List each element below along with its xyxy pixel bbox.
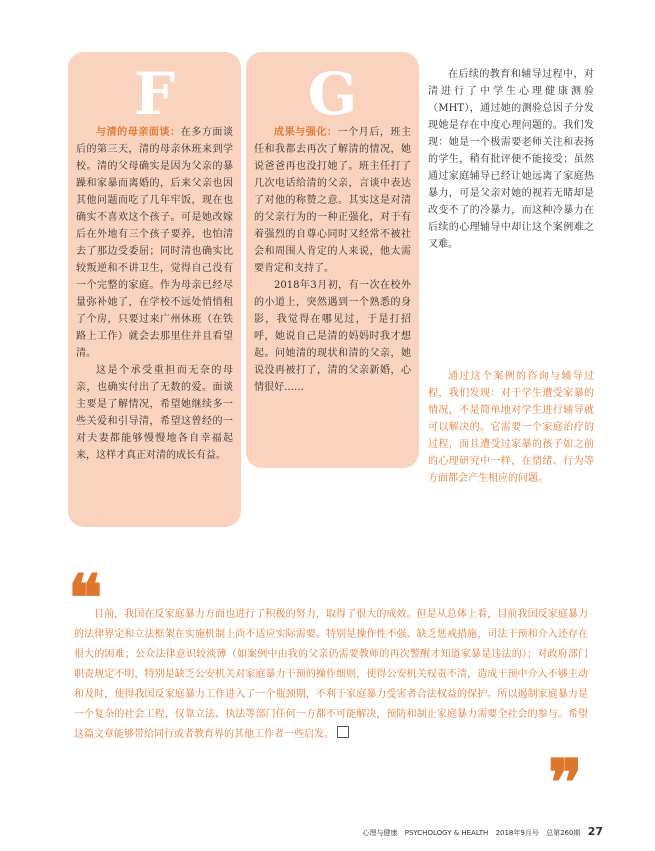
issue-date: 2018年9月号 — [495, 829, 539, 837]
page-footer — [0, 825, 603, 838]
highlight-paragraph: 通过这个案例的咨询与辅导过程，我们发现：对于学生遭受家暴的情况，不是简单地对学生进行辅导就可以解决的。它需要一个家庭治疗的过程，而且遭受过家暴的孩子如之前的心理研究中一样，在情绪、行为等方面都会产生相应的问题。 — [428, 371, 594, 484]
section-letter-g: G — [307, 60, 358, 128]
close-quote-icon: ❞ — [548, 746, 583, 821]
card-g-paragraph-1 — [254, 124, 411, 277]
card-g-p1-body: 一个月后，班主任和我都去再次了解清的情况，她说爸爸再也没打她了。班主任打了几次电话给清的父亲，言谈中表达了对他的称赞之意。其实这是对清的父亲行为的一种正强化，对于有着强烈的自尊心同时又经常不被社会和周围人肯定的人来说，他太需要肯定和支持了。 — [254, 127, 411, 274]
open-quote-icon: ❝ — [68, 561, 103, 636]
page-number: 27 — [587, 825, 603, 838]
card-f-p1-body: 在多方面谈后的第三天，清的母亲休班来到学校。清的父母确实是因为父亲的暴躁和家暴而离婚的，后来父亲也因其他问题而吃了几年牢饭，现在也确实不喜欢这个孩子。可是她改嫁后在外地有三个孩子要养，也怕清去了那边受委屈；同时清也确实比较叛逆和不讲卫生，觉得自己没有一个完整的家庭。作为母亲已经尽量弥补她了，在学校不远处悄悄租了个房，只要过来广州休班（在铁路上工作）就会去那里住并且看望清。 — [76, 127, 234, 359]
magazine-name-en: PSYCHOLOGY & HEALTH — [404, 829, 489, 837]
conclusion-text: 目前，我国在反家庭暴力方面也进行了积极的努力，取得了很大的成效。但是从总体上看，目前我国反家庭暴力的法律界定和立法框架在实施机制上尚不适应实际需要。特别是操作性不强、缺乏惩戒措施，司法干预和介入还存在很大的困难；公众法律意识较淡薄（如案例中由我的父亲仍需要教师的再次警醒才知道家暴是违法的）；对政府部门职责规定不明，特别是缺乏公安机关对家庭暴力干预的操作细则，使得公安机关权责不清，造成干预中介入不够主动和及时，使得我国反家庭暴力工作进入了一个瓶颈期，不利于家庭暴力受害者合法权益的保护。所以遏制家庭暴力是一个复杂的社会工程，仅靠立法、执法等部门任何一方都不可能解决，预防和制止家庭暴力需要全社会的参与。希望这篇文章能够带给同行或者教育界的其他工作者一些启发。 — [74, 609, 588, 740]
total-issue: 总第260期 — [546, 829, 581, 837]
card-f-lead: 与清的母亲面谈： — [96, 127, 181, 138]
card-f-paragraph-1 — [76, 124, 233, 362]
conclusion-quote — [74, 605, 588, 745]
card-g-text — [254, 124, 411, 396]
card-g-lead: 成果与强化： — [274, 127, 338, 138]
conclusion-paragraph — [74, 605, 588, 745]
card-f-paragraph-2: 这是个承受重担而无奈的母亲，也确实付出了无数的爱。面谈主要是了解情况，希望她继续多一些关爱和引导清，希望这曾经的一对夫妻都能够慢慢地各自幸福起来，这样才真正对清的成长有益。 — [76, 365, 233, 461]
card-g-paragraph-2: 2018年3月初，有一次在校外的小道上，突然遇到一个熟悉的身影，我觉得在哪见过，于是打招呼，她说自己是清的妈妈时我才想起。问她清的现状和清的父亲，她说没再被打了，清的父亲新婚，心情很好…… — [254, 280, 411, 393]
highlight-paragraph-block — [428, 368, 594, 487]
end-mark-icon — [337, 726, 349, 738]
right-column-text — [428, 66, 594, 253]
right-column-paragraph: 在后续的教育和辅导过程中，对清进行了中学生心理健康测验（MHT），通过她的测验总因子分发现她是存在中度心理问题的。我们发现：她是一个极需要老师关注和表扬的学生，稍有批评便不能接受；虽然通过家庭辅导已经让她远离了家庭热暴力，可是父亲对她的视若无睹却是改变不了的冷暴力，而这种冷暴力在后续的心理辅导中却让这个案例难之又难。 — [428, 69, 594, 250]
section-letter-f: F — [133, 60, 176, 128]
card-g — [246, 52, 419, 468]
card-f — [68, 52, 241, 527]
magazine-name-cn: 心理与健康 — [362, 829, 398, 837]
card-f-text — [76, 124, 233, 464]
